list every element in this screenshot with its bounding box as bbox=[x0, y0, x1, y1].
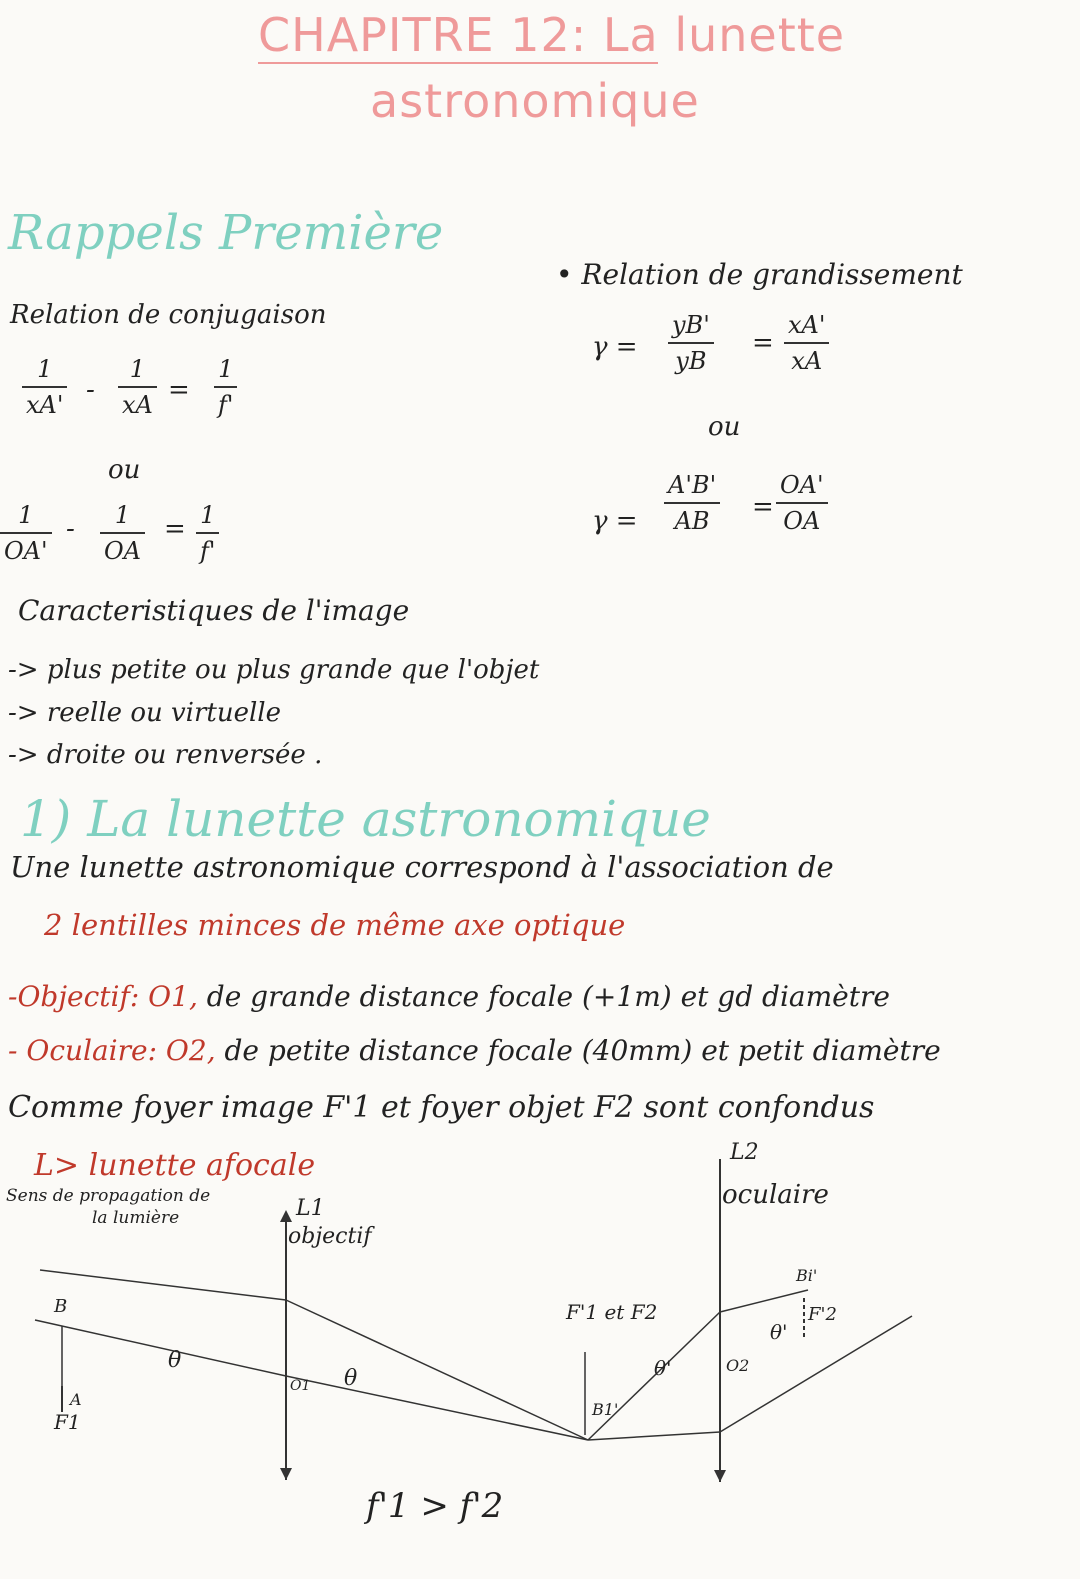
objectif-text: de grande distance focale (+1m) et gd diamètre bbox=[206, 980, 890, 1013]
grandissement-label: • Relation de grandissement bbox=[556, 258, 963, 291]
ou-label-2: ou bbox=[708, 412, 741, 442]
gr2-fraction-b: OA' OA bbox=[776, 472, 828, 535]
oculaire-line bbox=[8, 1034, 941, 1067]
label-O2: O2 bbox=[726, 1356, 750, 1375]
oculaire-text: de petite distance focale (40mm) et petit diamètre bbox=[224, 1034, 941, 1067]
gr1-gamma: γ = bbox=[592, 332, 638, 362]
afocale-line: L> lunette afocale bbox=[34, 1148, 316, 1183]
sens-label-1: Sens de propagation de bbox=[6, 1186, 211, 1206]
conj1-minus: - bbox=[86, 375, 95, 405]
label-oculaire: oculaire bbox=[722, 1180, 829, 1210]
gr1-fraction-b: xA' xA bbox=[784, 312, 829, 375]
comme-line: Comme foyer image F'1 et foyer objet F2 sont confondus bbox=[8, 1090, 875, 1125]
caract-item-2: -> reelle ou virtuelle bbox=[8, 698, 282, 728]
gr2-gamma: γ = bbox=[592, 506, 638, 536]
lens-L2-arrow-bottom bbox=[714, 1470, 726, 1482]
ray-1b bbox=[286, 1376, 588, 1440]
chapter-title-line1: CHAPITRE 12: La lunette bbox=[258, 8, 846, 62]
caract-item-3: -> droite ou renversée . bbox=[8, 740, 323, 770]
lens-L1-arrow-top bbox=[280, 1210, 292, 1222]
label-Bi: Bi' bbox=[796, 1266, 818, 1285]
section1-line2: 2 lentilles minces de même axe optique bbox=[44, 908, 626, 942]
label-B1: B1' bbox=[592, 1400, 619, 1419]
gr1-fraction-a: yB' yB bbox=[668, 312, 714, 375]
label-O1: O1 bbox=[290, 1378, 311, 1394]
caract-item-1: -> plus petite ou plus grande que l'objet bbox=[8, 655, 540, 685]
ou-label: ou bbox=[108, 455, 141, 485]
objectif-line bbox=[8, 980, 890, 1013]
label-objectif: objectif bbox=[288, 1224, 372, 1249]
label-L2: L2 bbox=[730, 1140, 759, 1165]
label-A: A bbox=[70, 1390, 82, 1409]
label-theta-b: θ bbox=[344, 1366, 358, 1391]
gr2-fraction-a: A'B' AB bbox=[664, 472, 720, 535]
conj2-minus: - bbox=[66, 514, 75, 544]
bullet-dot: • bbox=[556, 258, 582, 291]
ray-3b bbox=[720, 1290, 808, 1312]
gr2-equals: = bbox=[752, 492, 774, 522]
label-theta-prime-b: θ' bbox=[770, 1320, 788, 1344]
label-theta-a: θ bbox=[168, 1348, 182, 1373]
lens-L1-arrow-bottom bbox=[280, 1468, 292, 1480]
label-B: B bbox=[54, 1296, 68, 1317]
gr1-equals: = bbox=[752, 328, 774, 358]
conj2-fraction-c: 1 f' bbox=[196, 502, 219, 565]
conj2-equals: = bbox=[164, 514, 186, 544]
conj1-fraction-c: 1 f' bbox=[214, 356, 237, 419]
label-F1: F1 bbox=[54, 1410, 81, 1434]
label-L1: L1 bbox=[296, 1196, 325, 1221]
ray-4a bbox=[588, 1432, 720, 1440]
conj2-fraction-b: 1 OA bbox=[100, 502, 145, 565]
conjugaison-label: Relation de conjugaison bbox=[10, 300, 327, 330]
conj2-fraction-a: 1 OA' bbox=[0, 502, 52, 565]
label-F1F2: F'1 et F2 bbox=[566, 1300, 658, 1324]
objectif-label: -Objectif: O1, bbox=[8, 980, 198, 1013]
rappels-heading: Rappels Première bbox=[8, 205, 444, 261]
title-underline bbox=[258, 62, 658, 64]
section1-heading: 1) La lunette astronomique bbox=[20, 790, 711, 848]
oculaire-label: - Oculaire: O2, bbox=[8, 1034, 216, 1067]
section1-line1: Une lunette astronomique correspond à l'association de bbox=[10, 850, 834, 884]
chapter-title-line2: astronomique bbox=[370, 74, 700, 128]
label-F2p: F'2 bbox=[808, 1304, 837, 1325]
sens-label-2: la lumière bbox=[92, 1208, 180, 1228]
caracteristiques-label: Caracteristiques de l'image bbox=[18, 594, 410, 627]
label-relation: f'1 > f'2 bbox=[366, 1486, 504, 1526]
conj1-fraction-a: 1 xA' bbox=[22, 356, 67, 419]
ray-1a bbox=[35, 1320, 286, 1376]
conj1-equals: = bbox=[168, 375, 190, 405]
label-theta-prime-a: θ' bbox=[654, 1356, 672, 1380]
ray-2b bbox=[286, 1300, 588, 1440]
ray-2a bbox=[40, 1270, 286, 1300]
conj1-fraction-b: 1 xA bbox=[118, 356, 157, 419]
